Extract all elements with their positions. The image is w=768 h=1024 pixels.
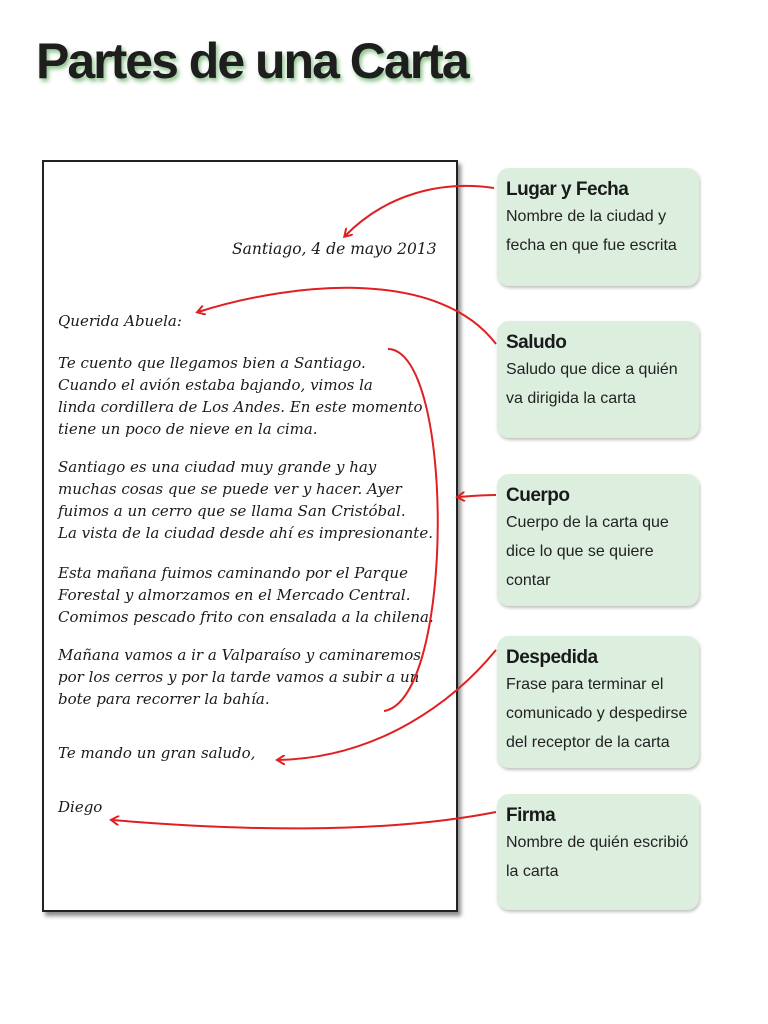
letter-line: La vista de la ciudad desde ahí es impresionante. — [58, 524, 433, 542]
letter-place-date: Santiago, 4 de mayo 2013 — [232, 240, 437, 258]
card-cuerpo — [497, 474, 699, 606]
letter-closing: Te mando un gran saludo, — [58, 744, 256, 762]
letter-line: bote para recorrer la bahía. — [58, 690, 270, 708]
page-title: Partes de una Carta — [36, 33, 468, 89]
letter-line: tiene un poco de nieve en la cima. — [58, 420, 318, 438]
letter-line: linda cordillera de Los Andes. En este momento — [58, 398, 423, 416]
letter-line: fuimos a un cerro que se llama San Cristóbal. — [58, 502, 406, 520]
card-title: Lugar y Fecha — [506, 179, 629, 200]
letter-sheet — [42, 160, 458, 912]
card-description: Cuerpo de la carta que dice lo que se quiere contar — [506, 514, 669, 589]
letter-line: Mañana vamos a ir a Valparaíso y caminaremos — [58, 646, 421, 664]
card-description: Nombre de quién escribió la carta — [506, 834, 689, 880]
letter-line: Esta mañana fuimos caminando por el Parque — [58, 564, 408, 582]
letter-line: Santiago es una ciudad muy grande y hay — [58, 458, 377, 476]
letter-line: Cuando el avión estaba bajando, vimos la — [58, 376, 373, 394]
card-title: Cuerpo — [506, 485, 570, 506]
letter-line: Te cuento que llegamos bien a Santiago. — [58, 354, 366, 372]
card-description: Frase para terminar el comunicado y despedirse del receptor de la carta — [506, 676, 688, 751]
card-title: Despedida — [506, 647, 598, 668]
letter-signature: Diego — [58, 798, 103, 816]
card-despedida — [497, 636, 699, 768]
card-description: Nombre de la ciudad y fecha en que fue escrita — [506, 208, 677, 254]
letter-line: por los cerros y por la tarde vamos a subir a un — [58, 668, 420, 686]
card-title: Saludo — [506, 332, 567, 353]
letter-paragraph-1 — [58, 352, 423, 440]
card-firma — [497, 794, 699, 910]
letter-line: Forestal y almorzamos en el Mercado Central. — [58, 586, 411, 604]
letter-paragraph-4 — [58, 644, 421, 710]
letter-greeting: Querida Abuela: — [58, 312, 182, 330]
card-saludo — [497, 321, 699, 438]
arrow-cuerpo — [458, 495, 496, 497]
card-lugar-y-fecha — [497, 168, 699, 286]
card-description: Saludo que dice a quién va dirigida la carta — [506, 361, 678, 407]
letter-line: Comimos pescado frito con ensalada a la chilena. — [58, 608, 434, 626]
card-title: Firma — [506, 805, 556, 826]
letter-line: muchas cosas que se puede ver y hacer. Ayer — [58, 480, 402, 498]
letter-paragraph-3 — [58, 562, 434, 628]
letter-paragraph-2 — [58, 456, 433, 544]
